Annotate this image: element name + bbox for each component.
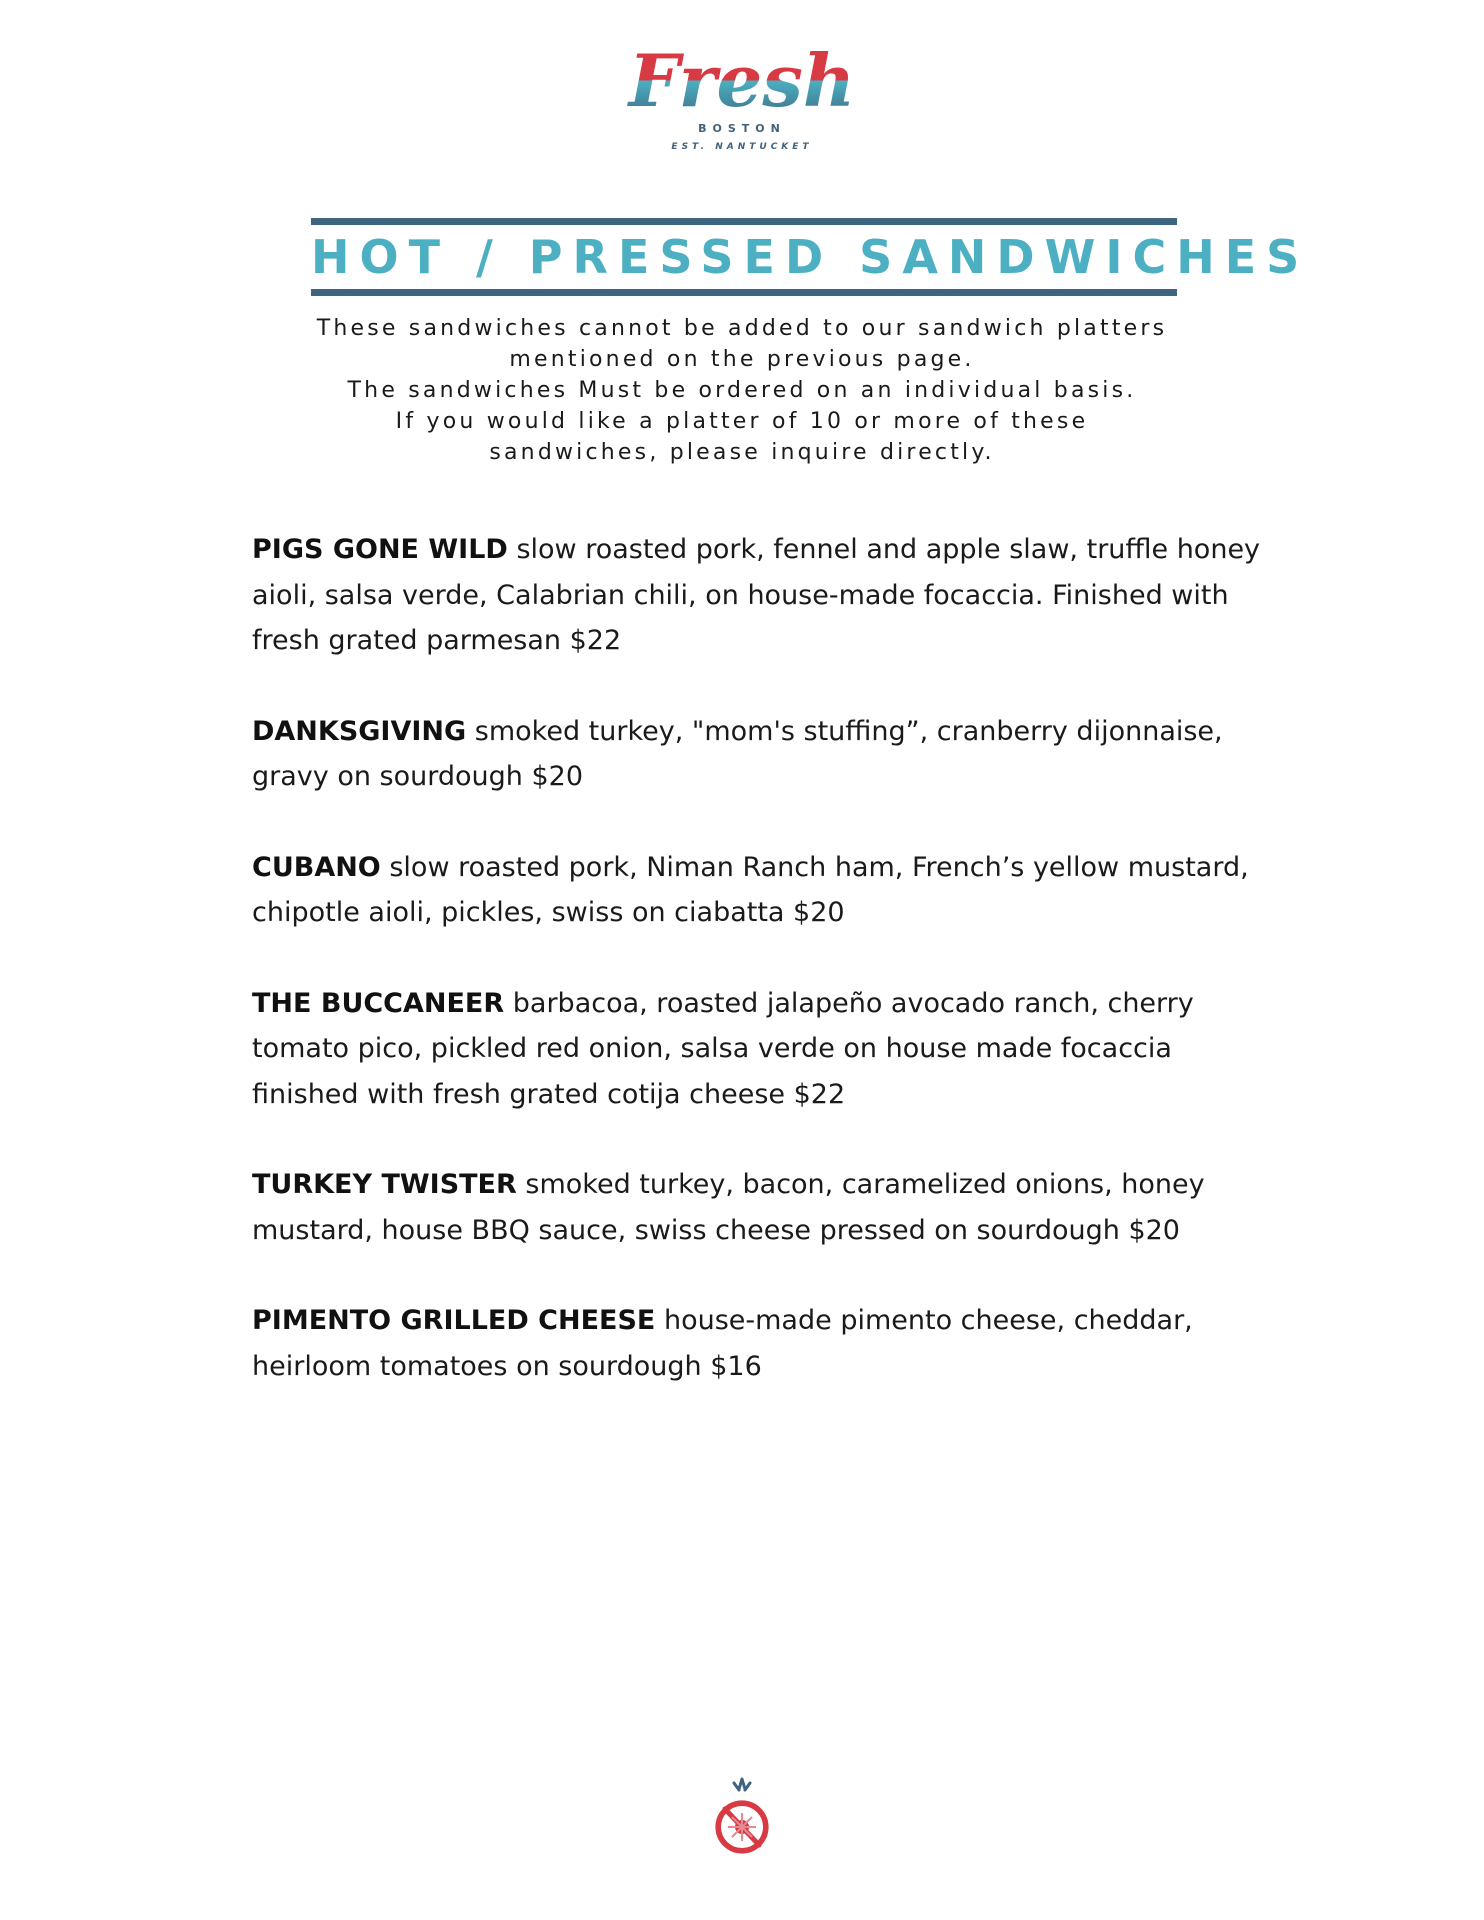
- menu-item-description: barbacoa, roasted jalapeño avocado ranch, cherry tomato pico, pickled red onion, salsa verde on house made focaccia finished with fresh grated cotija cheese $22: [252, 987, 1194, 1110]
- menu-item-name: PIMENTO GRILLED CHEESE: [252, 1305, 656, 1336]
- menu-item-name: THE BUCCANEER: [252, 987, 505, 1019]
- menu-item-description: smoked turkey, bacon, caramelized onions, honey mustard, house BBQ sauce, swiss cheese pressed on sourdough $20: [252, 1169, 1205, 1246]
- ordering-notice: [250, 313, 1234, 468]
- tomato-wheel-icon: [717, 1775, 767, 1878]
- menu-item: [252, 709, 1262, 800]
- menu-item: [252, 981, 1262, 1118]
- header-rule-bottom: [311, 289, 1177, 296]
- notice-line: The sandwiches Must be ordered on an individual basis.: [347, 378, 1137, 403]
- svg-text:Fresh: Fresh: [628, 38, 856, 123]
- header-rule-top: [311, 218, 1177, 225]
- fresh-logo-wordmark: [628, 38, 856, 123]
- menu-item-name: TURKEY TWISTER: [252, 1169, 517, 1200]
- notice-line: If you would like a platter of 10 or more of these: [395, 409, 1089, 434]
- menu-item-name: CUBANO: [252, 851, 381, 883]
- menu-item-description: smoked turkey, "mom's stuffing”, cranberry dijonnaise, gravy on sourdough $20: [252, 715, 1223, 792]
- menu-item-name: PIGS GONE WILD: [252, 534, 508, 565]
- notice-line: These sandwiches cannot be added to our sandwich platters: [316, 316, 1168, 341]
- menu-item: [252, 527, 1262, 664]
- brand-logo: [0, 40, 1484, 156]
- logo-established: EST. NANTUCKET: [671, 142, 813, 152]
- section-title: HOT / PRESSED SANDWICHES: [311, 230, 1310, 284]
- notice-line: sandwiches, please inquire directly.: [489, 440, 995, 465]
- menu-item-description: house-made pimento cheese, cheddar, heirloom tomatoes on sourdough $16: [252, 1305, 1193, 1382]
- section-header: [311, 218, 1310, 296]
- menu-item-description: slow roasted pork, fennel and apple slaw, truffle honey aioli, salsa verde, Calabrian chili, on house-made focaccia. Finished with fresh grated parmesan $22: [252, 534, 1261, 656]
- logo-city: BOSTON: [698, 122, 786, 135]
- menu-item-name: DANKSGIVING: [252, 715, 467, 747]
- sandwich-menu: [252, 527, 1262, 1434]
- menu-item: [252, 1298, 1262, 1389]
- menu-item: [252, 1162, 1262, 1253]
- notice-line: mentioned on the previous page.: [509, 347, 975, 372]
- menu-item: [252, 845, 1262, 936]
- menu-item-description: slow roasted pork, Niman Ranch ham, French’s yellow mustard, chipotle aioli, pickles, swiss on ciabatta $20: [252, 851, 1249, 928]
